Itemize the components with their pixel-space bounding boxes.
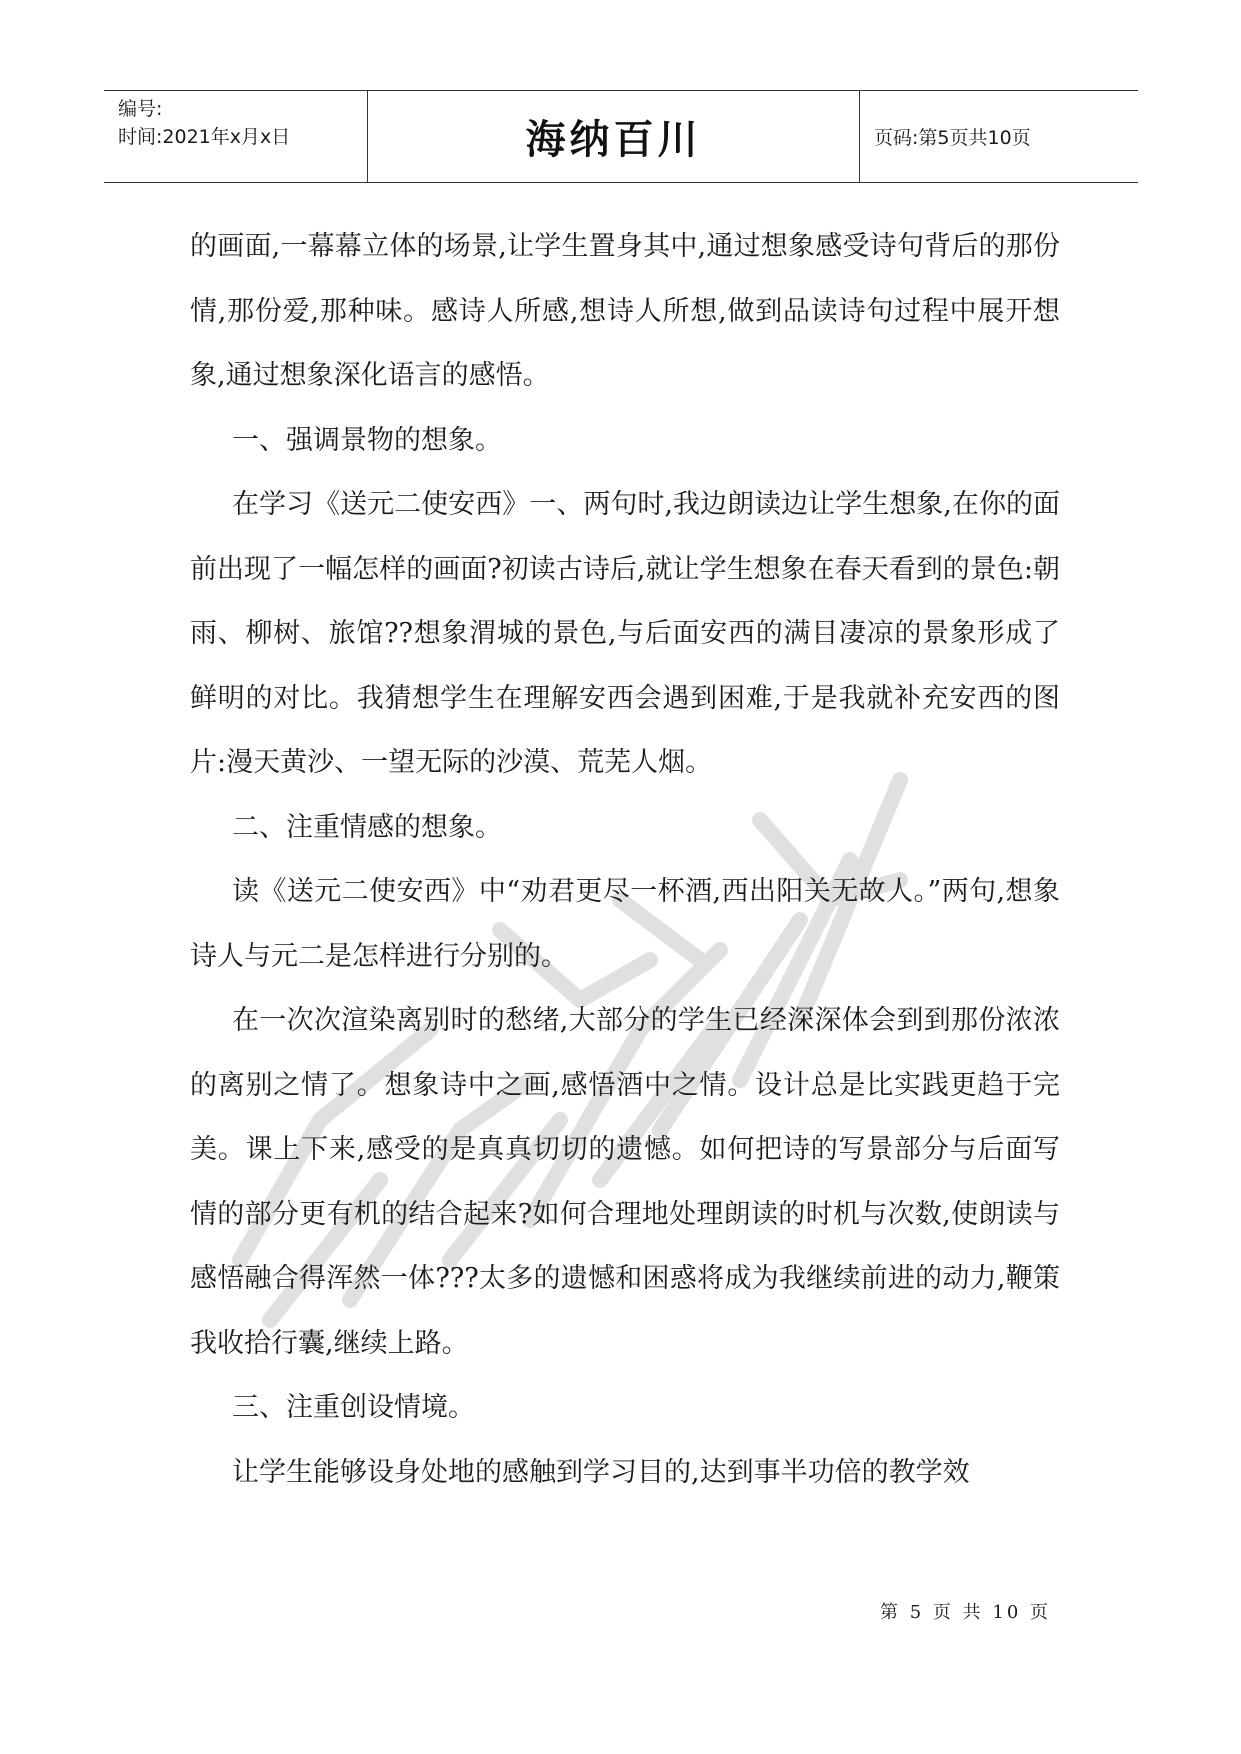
page-footer: 第 5 页 共 10 页 <box>880 1602 1051 1623</box>
paragraph: 的画面,一幕幕立体的场景,让学生置身其中,通过想象感受诗句背后的那份情,那份爱,那种味。感诗人所感,想诗人所想,做到品读诗句过程中展开想象,通过想象深化语言的感悟。 <box>190 231 1060 391</box>
page-indicator: 页码:第5页共10页 <box>874 127 1031 149</box>
paragraph: 在学习《送元二使安西》一、两句时,我边朗读边让学生想象,在你的面前出现了一幅怎样的画面?初读古诗后,就让学生想象在春天看到的景色:朝雨、柳树、旅馆??想象渭城的景色,与后面安西的满目凄凉的景象形成了鲜明的对比。我猜想学生在理解安西会遇到困难,于是我就补充安西的图片:漫天黄沙、一望无际的沙漠、荒芜人烟。 <box>190 489 1060 778</box>
section-heading: 三、注重创设情境。 <box>232 1392 475 1423</box>
paragraph: 在一次次渲染离别时的愁绪,大部分的学生已经深深体会到到那份浓浓的离别之情了。想象诗中之画,感悟酒中之情。设计总是比实践更趋于完美。课上下来,感受的是真真切切的遗憾。如何把诗的写景部分与后面写情的部分更有机的结合起来?如何合理地处理朗读的时机与次数,使朗读与感悟融合得浑然一体???太多的遗憾和困惑将成为我继续前进的动力,鞭策我收拾行囊,继续上路。 <box>190 1005 1060 1359</box>
page-header <box>104 90 1138 183</box>
document-number-label: 编号: <box>118 98 163 120</box>
document-time-label: 时间:2021年x月x日 <box>118 126 291 148</box>
paragraph: 读《送元二使安西》中“劝君更尽一杯酒,西出阳关无故人。”两句,想象诗人与元二是怎样进行分别的。 <box>190 876 1060 972</box>
paragraph: 让学生能够设身处地的感触到学习目的,达到事半功倍的教学效 <box>232 1456 970 1488</box>
section-heading: 二、注重情感的想象。 <box>232 811 502 843</box>
section-heading: 一、强调景物的想象。 <box>232 424 502 456</box>
header-page-cell <box>860 91 1138 182</box>
header-brand-cell <box>368 91 860 182</box>
document-body <box>190 215 1060 1505</box>
brand-title: 海纳百川 <box>525 117 702 163</box>
header-meta <box>104 91 368 182</box>
